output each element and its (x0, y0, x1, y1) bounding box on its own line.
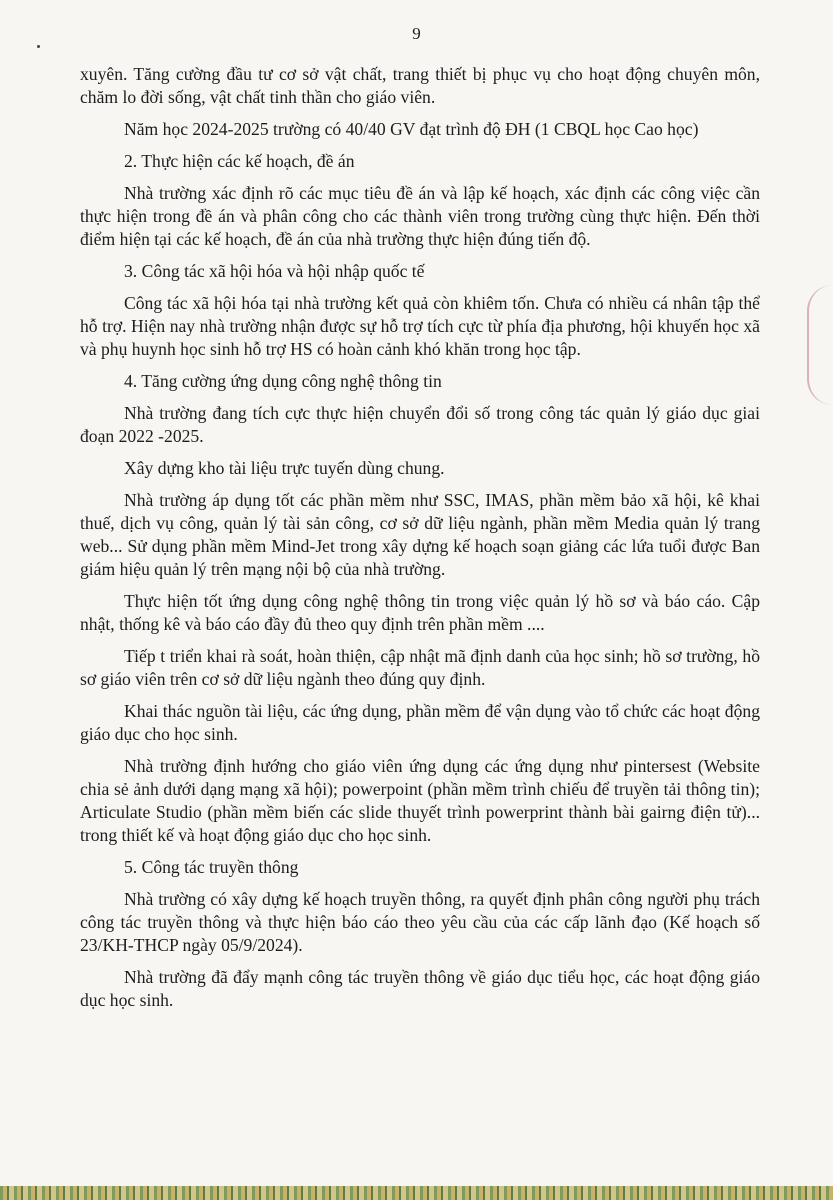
paragraph: Xây dựng kho tài liệu trực tuyến dùng chung. (124, 458, 445, 478)
paragraph: Nhà trường định hướng cho giáo viên ứng dụng các ứng dụng như pintersest (Website chia sẻ ảnh dưới dạng mạng xã hội); powerpoint (phần mềm trình chiếu để truyền tải thông tin); Articulate Studio (phần mềm biến các slide thuyết trình powerprint thành bài gairng điện tử)... trong thiết kế và hoạt động giáo dục cho học sinh. (80, 756, 760, 845)
section-heading: 2. Thực hiện các kế hoạch, đề án (124, 151, 355, 171)
paragraph: Thực hiện tốt ứng dụng công nghệ thông tin trong việc quản lý hồ sơ và báo cáo. Cập nhật, thống kê và báo cáo đầy đủ theo quy định trên phần mềm .... (80, 591, 760, 634)
section-heading: 5. Công tác truyền thông (124, 857, 299, 877)
paragraph: Khai thác nguồn tài liệu, các ứng dụng, phần mềm để vận dụng vào tổ chức các hoạt động giáo dục cho học sinh. (80, 701, 760, 744)
paragraph: Nhà trường đã đẩy mạnh công tác truyền thông về giáo dục tiểu học, các hoạt động giáo dục học sinh. (80, 967, 760, 1010)
paragraph: Nhà trường đang tích cực thực hiện chuyển đổi số trong công tác quản lý giáo dục giai đoạn 2022 -2025. (80, 403, 760, 446)
scan-background-strip (0, 1186, 833, 1200)
paragraph: xuyên. Tăng cường đầu tư cơ sở vật chất, trang thiết bị phục vụ cho hoạt động chuyên môn, chăm lo đời sống, vật chất tinh thần cho giáo viên. (80, 64, 760, 107)
section-heading: 3. Công tác xã hội hóa và hội nhập quốc tế (124, 261, 425, 281)
paragraph: Tiếp t triển khai rà soát, hoàn thiện, cập nhật mã định danh của học sinh; hồ sơ trường, hồ sơ giáo viên trên cơ sở dữ liệu ngành theo đúng quy định. (80, 646, 760, 689)
paragraph: Công tác xã hội hóa tại nhà trường kết quả còn khiêm tốn. Chưa có nhiều cá nhân tập thể hỗ trợ. Hiện nay nhà trường nhận được sự hỗ trợ tích cực từ phía địa phương, hội khuyến học xã và phụ huynh học sinh hỗ trợ HS có hoàn cảnh khó khăn trong học tập. (80, 293, 760, 359)
page-number: 9 (412, 24, 421, 43)
section-heading: 4. Tăng cường ứng dụng công nghệ thông tin (124, 371, 442, 391)
paragraph: Nhà trường có xây dựng kế hoạch truyền thông, ra quyết định phân công người phụ trách công tác truyền thông và thực hiện báo cáo theo yêu cầu của các cấp lãnh đạo (Kế hoạch số 23/KH-THCP ngày 05/9/2024). (80, 889, 760, 955)
stamp-edge (807, 285, 833, 405)
scan-speck (37, 45, 40, 48)
paragraph: Nhà trường xác định rõ các mục tiêu đề án và lập kế hoạch, xác định các công việc cần thực hiện trong đề án và phân công cho các thành viên trong trường cùng thực hiện. Đến thời điểm hiện tại các kế hoạch, đề án của nhà trường thực hiện đúng tiến độ. (80, 183, 760, 249)
document-body (80, 63, 760, 1021)
paragraph: Nhà trường áp dụng tốt các phần mềm như SSC, IMAS, phần mềm bảo xã hội, kê khai thuế, dịch vụ công, quản lý tài sản công, cơ sở dữ liệu ngành, phần mềm Media quản lý trang web... Sử dụng phần mềm Mind-Jet trong xây dựng kế hoạch soạn giảng các lứa tuổi được Ban giám hiệu quản lý trên mạng nội bộ của nhà trường. (80, 490, 760, 579)
paragraph: Năm học 2024-2025 trường có 40/40 GV đạt trình độ ĐH (1 CBQL học Cao học) (124, 119, 699, 139)
